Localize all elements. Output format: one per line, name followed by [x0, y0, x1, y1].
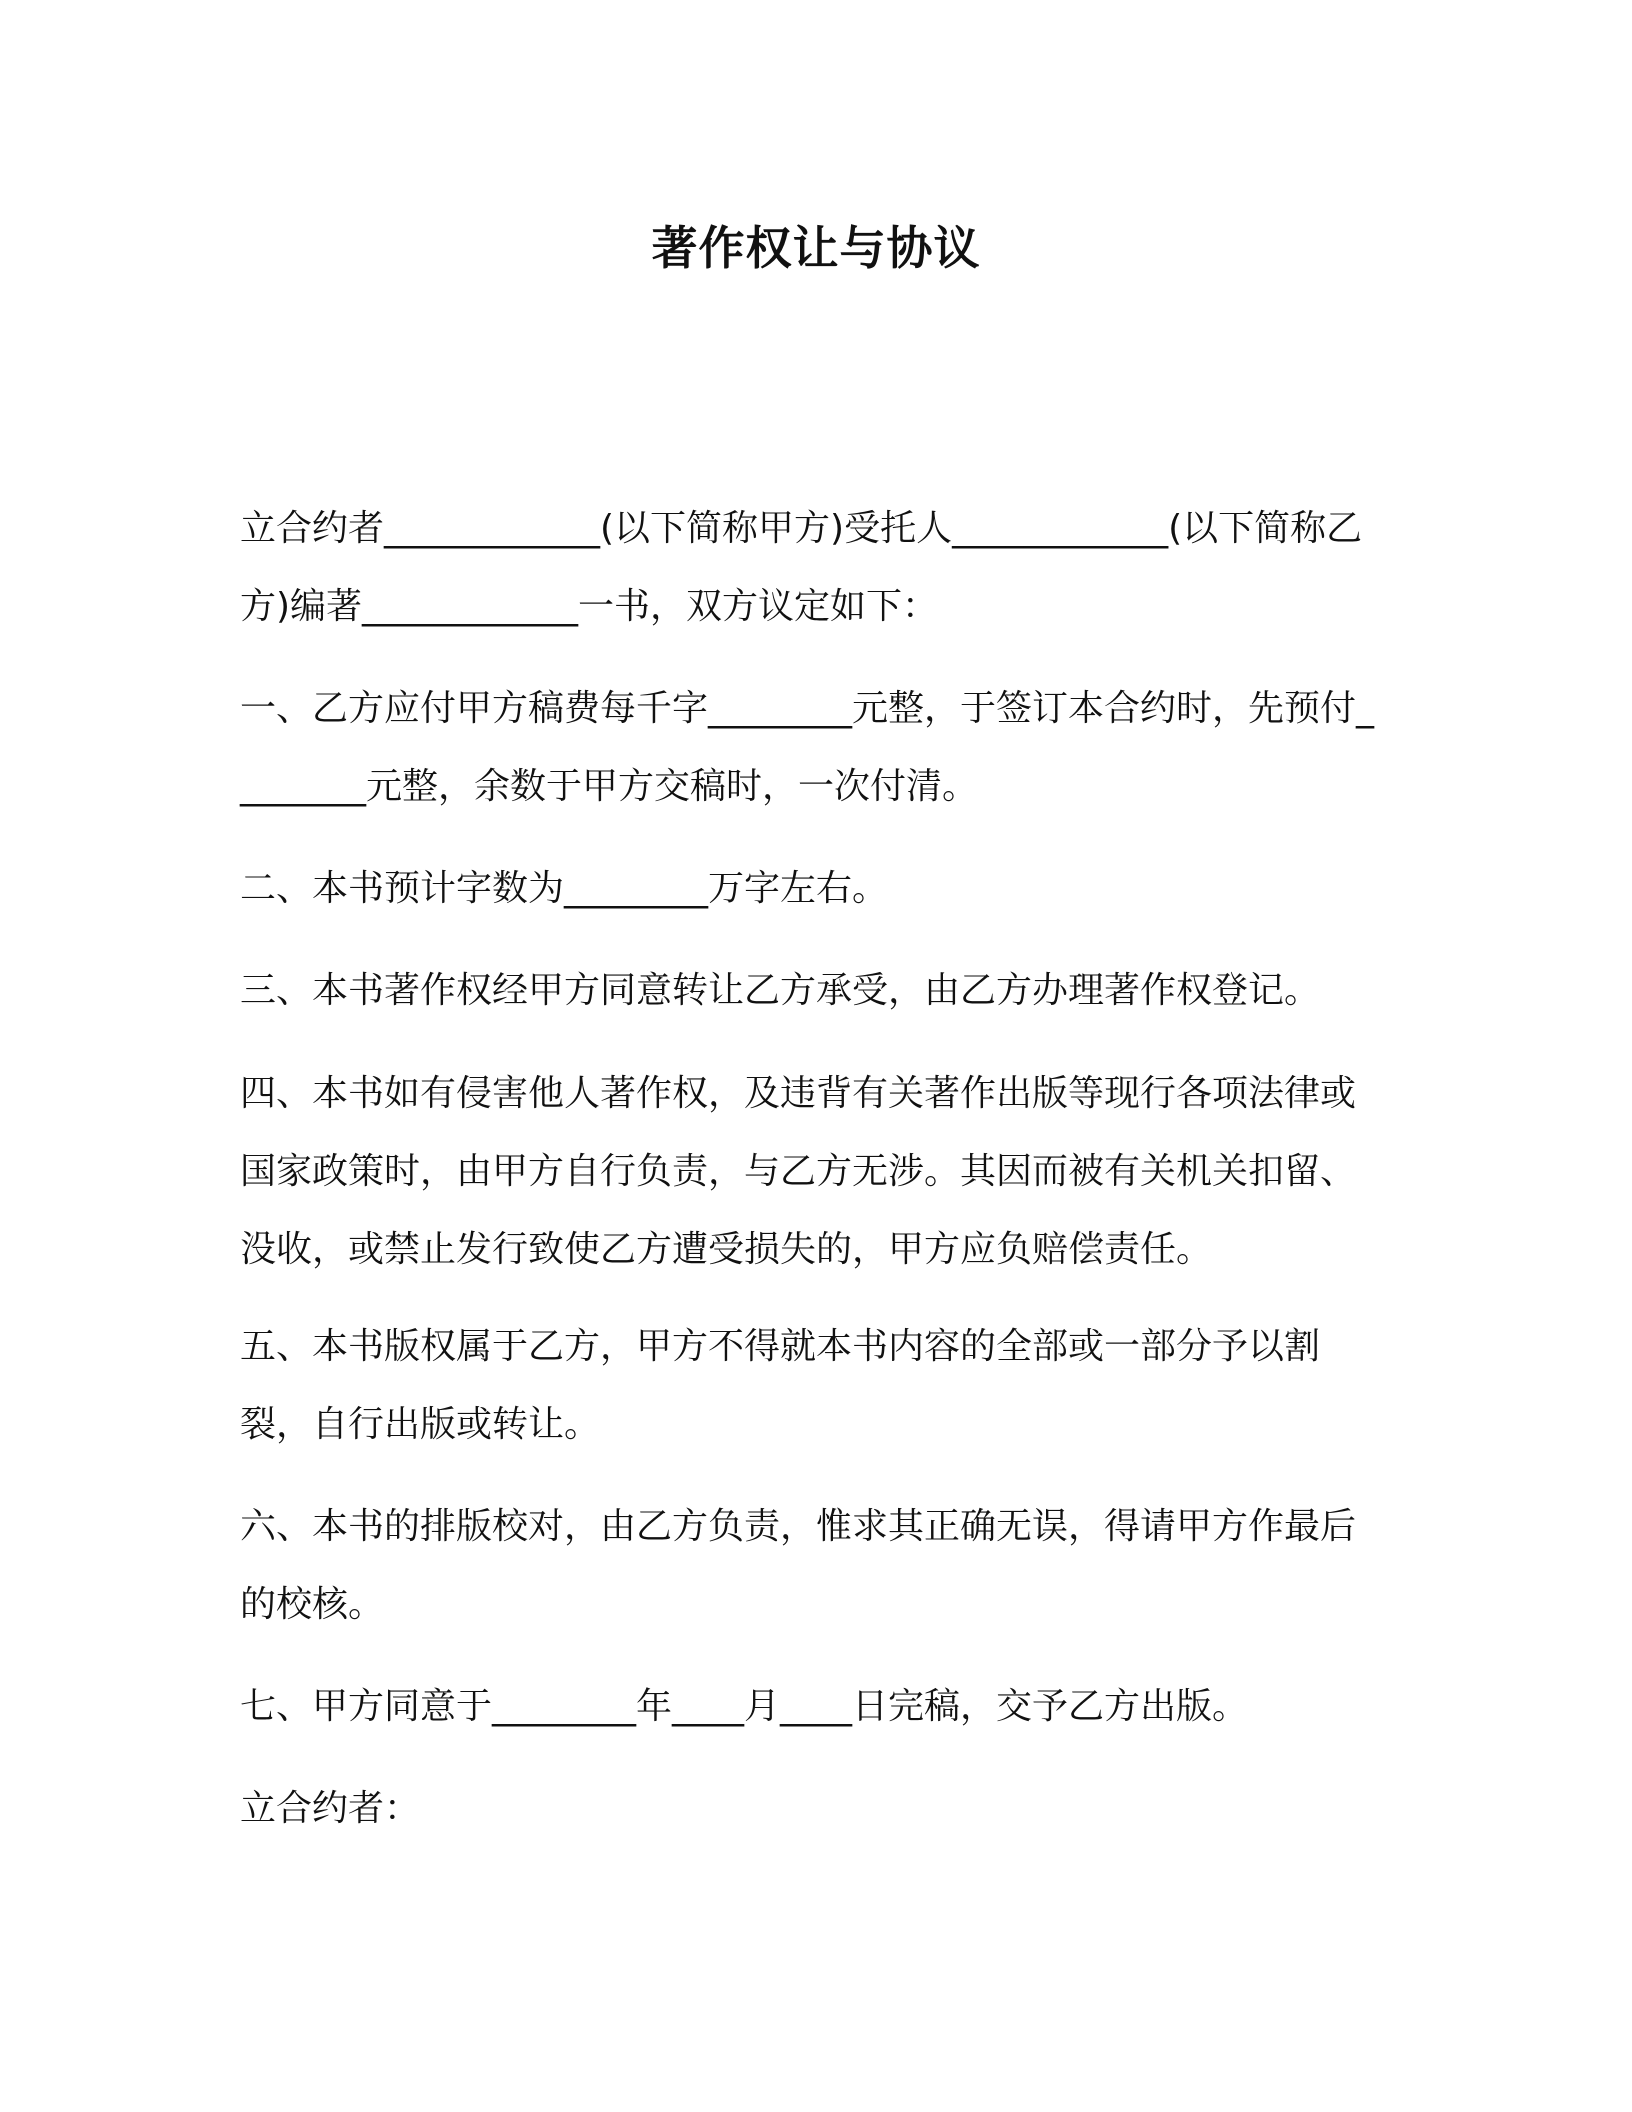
paragraph-clause-6: 六、本书的排版校对，由乙方负责，惟求其正确无误，得请甲方作最后的校核。 [240, 1506, 1357, 1625]
paragraph-clause-7: 七、甲方同意于________年____月____日完稿，交予乙方出版。 [240, 1686, 1249, 1727]
paragraph-preamble: 立合约者____________(以下简称甲方)受托人____________(以下简称乙方)编著____________一书，双方议定如下： [240, 508, 1363, 627]
paragraph-clause-5: 五、本书版权属于乙方，甲方不得就本书内容的全部或一部分予以割裂，自行出版或转让。 [240, 1326, 1321, 1445]
paragraph-clause-3: 三、本书著作权经甲方同意转让乙方承受，由乙方办理著作权登记。 [240, 970, 1321, 1011]
paragraph-clause-1: 一、乙方应付甲方稿费每千字________元整，于签订本合约时，先预付________元整，余数于甲方交稿时，一次付清。 [240, 688, 1375, 807]
paragraph-clause-2: 二、本书预计字数为________万字左右。 [240, 868, 889, 909]
paragraph-clause-4: 四、本书如有侵害他人著作权，及违背有关著作出版等现行各项法律或国家政策时，由甲方自行负责，与乙方无涉。其因而被有关机关扣留、没收，或禁止发行致使乙方遭受损失的，甲方应负赔偿责任。 [240, 1073, 1357, 1270]
signature-label: 立合约者： [240, 1788, 421, 1829]
document-title: 著作权让与协议 [651, 221, 981, 275]
